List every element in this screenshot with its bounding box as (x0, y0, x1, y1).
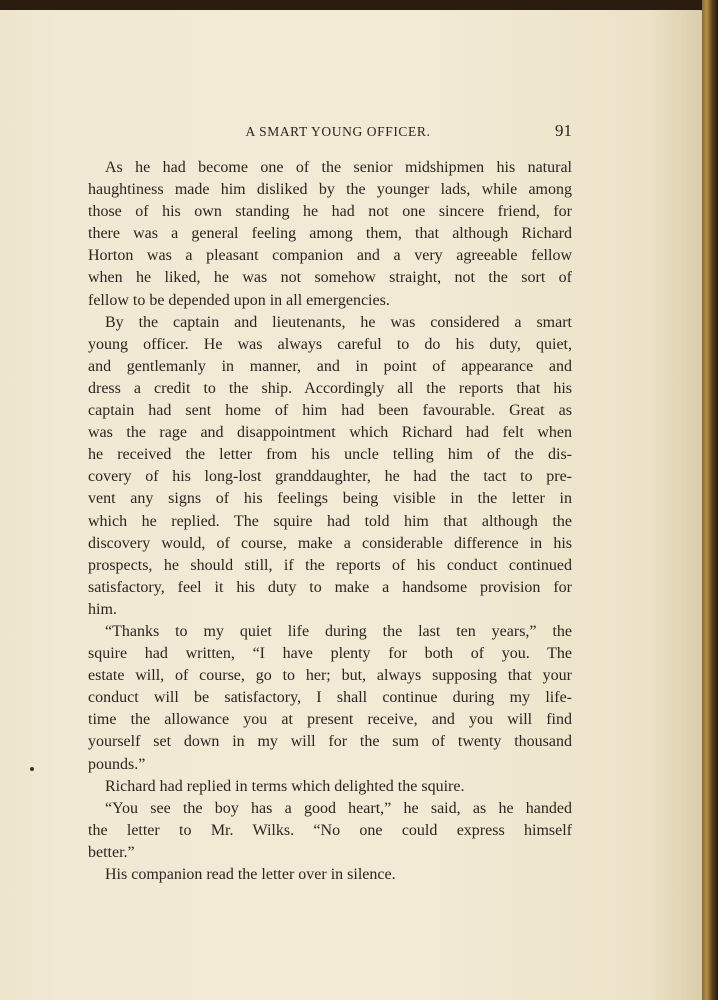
text-line: As he had become one of the senior midshipmen his natural (105, 159, 572, 176)
text-line: “Thanks to my quiet life during the last ten years,” the (105, 622, 572, 640)
text-line: conduct will be satisfactory, I shall continue during my life- (88, 689, 572, 707)
text-line: yourself set down in my will for the sum of twenty thousand (88, 733, 572, 751)
text-line: pounds.” (88, 755, 146, 773)
text-line: squire had written, “I have plenty for both of you. The (88, 645, 572, 663)
running-title: A SMART YOUNG OFFICER. (245, 124, 431, 139)
text-line: better.” (88, 843, 135, 861)
text-line: time the allowance you at present receive, and you will find (88, 711, 572, 729)
text-line: which he replied. The squire had told him that although the (88, 512, 572, 530)
text-line: there was a general feeling among them, that although Richard (88, 225, 572, 243)
text-line: those of his own standing he had not one sincere friend, for (88, 203, 572, 221)
text-line: estate will, of course, go to her; but, always supposing that your (88, 667, 572, 685)
text-line: captain had sent home of him had been favourable. Great as (88, 402, 572, 420)
text-line: dress a credit to the ship. Accordingly all the reports that his (88, 379, 572, 397)
margin-speck (30, 767, 34, 771)
text-line: vent any signs of his feelings being visible in the letter in (88, 490, 572, 508)
text-line: the letter to Mr. Wilks. “No one could express himself (88, 821, 572, 839)
text-line: and gentlemanly in manner, and in point of appearance and (88, 357, 572, 375)
text-line: Richard had replied in terms which delighted the squire. (105, 777, 465, 795)
text-line: haughtiness made him disliked by the younger lads, while among (88, 181, 572, 199)
text-line: young officer. He was always careful to do his duty, quiet, (88, 335, 572, 353)
text-line: prospects, he should still, if the reports of his conduct continued (88, 556, 572, 574)
text-line: fellow to be depended upon in all emergencies. (88, 291, 390, 309)
text-line: satisfactory, feel it his duty to make a handsome provision for (88, 578, 572, 596)
text-line: he received the letter from his uncle telling him of the dis- (88, 446, 572, 464)
text-line: was the rage and disappointment which Richard had felt when (88, 424, 572, 442)
page-number: 91 (555, 121, 572, 140)
book-binding (702, 0, 718, 1000)
text-line: when he liked, he was not somehow straight, not the sort of (88, 269, 572, 287)
text-line: covery of his long-lost granddaughter, he had the tact to pre- (88, 468, 572, 486)
body-text (88, 157, 572, 886)
text-line: “You see the boy has a good heart,” he said, as he handed (105, 799, 572, 817)
text-line: His companion read the letter over in silence. (105, 866, 396, 883)
text-line: By the captain and lieutenants, he was considered a smart (105, 313, 572, 331)
text-line: Horton was a pleasant companion and a very agreeable fellow (88, 247, 572, 265)
page-header (104, 121, 572, 143)
text-line: him. (88, 600, 117, 618)
text-line: discovery would, of course, make a considerable difference in his (88, 534, 572, 552)
